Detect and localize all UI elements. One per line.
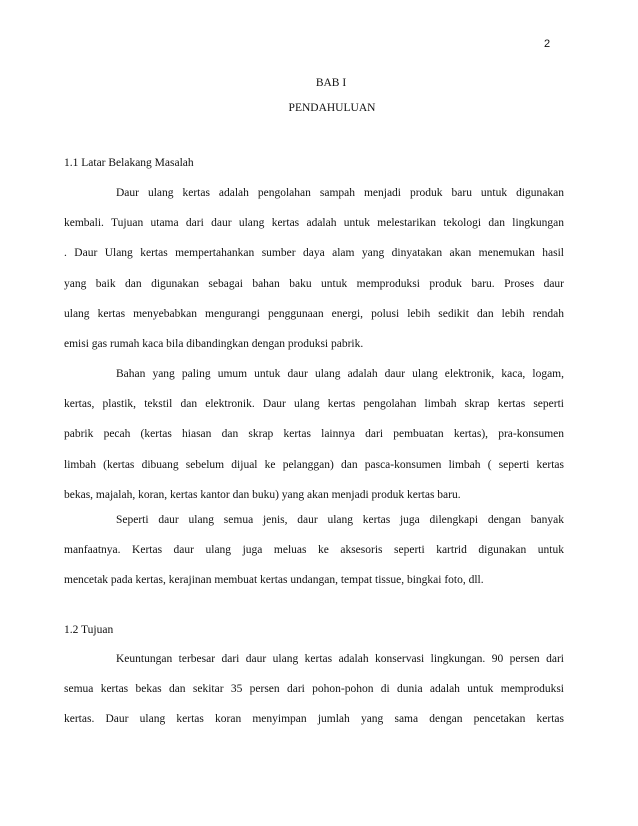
paragraph-line: kertas, plastik, tekstil dan elektronik. Daur ulang kertas pengolahan limbah skrap kertas seperti bbox=[64, 398, 564, 411]
chapter-title: PENDAHULUAN bbox=[288, 102, 376, 114]
paragraph-line: Bahan yang paling umum untuk daur ulang adalah daur ulang elektronik, kaca, logam, bbox=[116, 368, 564, 380]
paragraph-line: Seperti daur ulang semua jenis, daur ulang kertas juga dilengkapi dengan banyak bbox=[116, 514, 564, 526]
paragraph-line: limbah (kertas dibuang sebelum dijual ke pelanggan) dan pasca-konsumen limbah ( seperti kertas bbox=[64, 458, 564, 471]
paragraph-3 bbox=[64, 505, 564, 596]
paragraph-2 bbox=[64, 359, 564, 510]
paragraph-line: . Daur Ulang kertas mempertahankan sumber daya alam yang dinyatakan akan menemukan hasil bbox=[64, 247, 564, 260]
paragraph-line: manfaatnya. Kertas daur ulang juga meluas ke aksesoris seperti kartrid digunakan untuk bbox=[64, 544, 564, 557]
paragraph-line: yang baik dan digunakan sebagai bahan baku untuk memproduksi produk baru. Proses daur bbox=[64, 277, 564, 290]
paragraph-line: mencetak pada kertas, kerajinan membuat kertas undangan, tempat tissue, bingkai foto, dll. bbox=[64, 574, 484, 587]
paragraph-line: ulang kertas menyebabkan mengurangi penggunaan energi, polusi lebih sedikit dan lebih rendah bbox=[64, 307, 564, 320]
paragraph-1 bbox=[64, 178, 564, 359]
paragraph-line: Keuntungan terbesar dari daur ulang kertas adalah konservasi lingkungan. 90 persen dari bbox=[116, 653, 564, 665]
paragraph-line: semua kertas bekas dan sekitar 35 persen dari pohon-pohon di dunia adalah untuk memproduksi bbox=[64, 683, 564, 696]
paragraph-4 bbox=[64, 644, 564, 735]
paragraph-line: pabrik pecah (kertas hiasan dan skrap kertas lainnya dari pembuatan kertas), pra-konsumen bbox=[64, 428, 564, 441]
paragraph-line: bekas, majalah, koran, kertas kantor dan buku) yang akan menjadi produk kertas baru. bbox=[64, 488, 461, 501]
paragraph-line: kertas. Daur ulang kertas koran menyimpan jumlah yang sama dengan pencetakan kertas bbox=[64, 713, 564, 726]
section-heading-1-1: 1.1 Latar Belakang Masalah bbox=[64, 157, 194, 169]
paragraph-line: kembali. Tujuan utama dari daur ulang kertas adalah untuk melestarikan tekologi dan lingkungan bbox=[64, 217, 564, 230]
page-number: 2 bbox=[544, 38, 551, 50]
section-heading-1-2: 1.2 Tujuan bbox=[64, 624, 114, 636]
chapter-label: BAB I bbox=[315, 77, 347, 89]
paragraph-line: Daur ulang kertas adalah pengolahan sampah menjadi produk baru untuk digunakan bbox=[116, 187, 564, 199]
paragraph-line: emisi gas rumah kaca bila dibandingkan dengan produksi pabrik. bbox=[64, 337, 364, 350]
